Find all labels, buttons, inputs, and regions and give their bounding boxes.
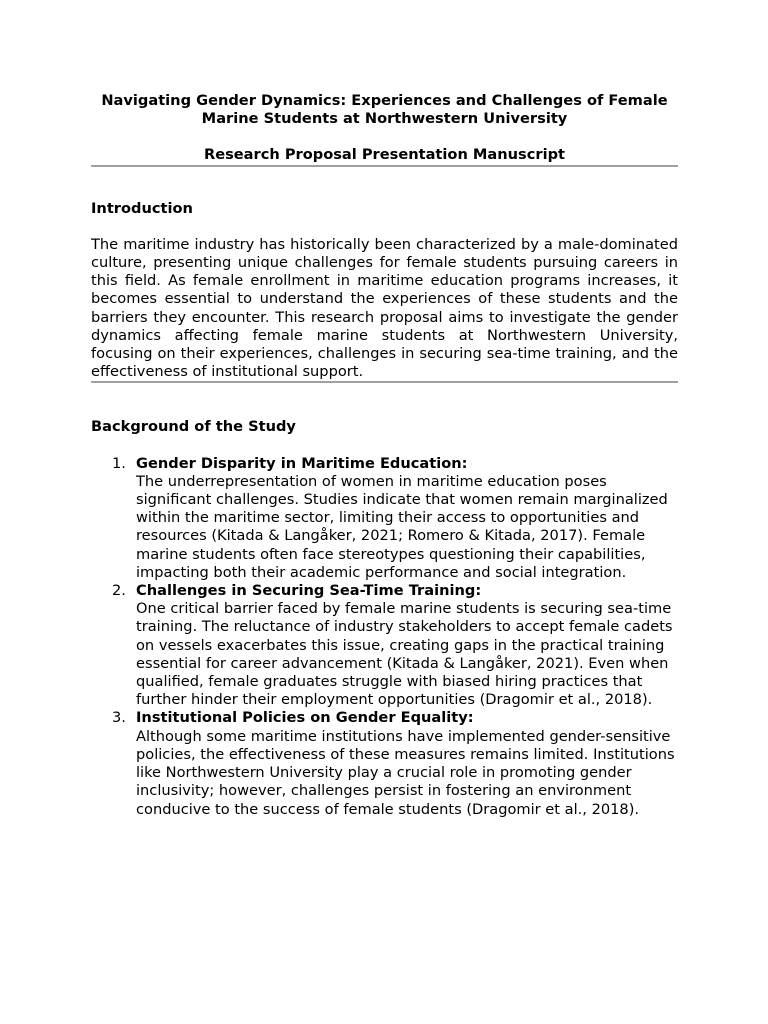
list-item-body: The underrepresentation of women in maritime education poses significant challenges. Studies indicate that women remain marginalized within the maritime sector, limiting their access to opportunities and resources (Kitada & Langåker, 2021; Romero & Kitada, 2017). Female marine students often face stereotypes questioning their capabilities, impacting both their academic performance and social integration. [136, 472, 668, 581]
list-item-title: Gender Disparity in Maritime Education: [136, 454, 468, 472]
list-item-number: 2. [112, 582, 126, 600]
list-item-body: One critical barrier faced by female marine students is securing sea-time training. The reluctance of industry stakeholders to accept female cadets on vessels exacerbates this issue, creating gaps in the practical training essential for career advancement (Kitada & Langåker, 2021). Even when qualified, female graduates struggle with biased hiring practices that further hinder their employment opportunities (Dragomir et al., 2018). [136, 600, 673, 709]
background-heading: Background of the Study [91, 418, 296, 436]
list-item-number: 1. [112, 454, 126, 472]
section-divider [91, 165, 678, 167]
list-item-body: Although some maritime institutions have implemented gender-sensitive policies, the effectiveness of these measures remains limited. Institutions like Northwestern University play a crucial role in promoting gender inclusivity; however, challenges persist in fostering an environment conducive to the success of female students (Dragomir et al., 2018). [136, 727, 675, 818]
list-item [91, 709, 678, 818]
document-content [91, 92, 678, 819]
list-item-title: Challenges in Securing Sea-Time Training: [136, 582, 482, 600]
introduction-paragraph: The maritime industry has historically been characterized by a male-dominated culture, presenting unique challenges for female students pursuing careers in this field. As female enrollment in maritime education programs increases, it becomes essential to understand the experiences of these students and the barriers they encounter. This research proposal aims to investigate the gender dynamics affecting female marine students at Northwestern University, focusing on their experiences, challenges in securing sea-time training, and the effectiveness of institutional support. [91, 235, 678, 381]
document-subtitle: Research Proposal Presentation Manuscript [203, 146, 566, 164]
introduction-heading: Introduction [91, 199, 193, 217]
list-item [91, 455, 678, 582]
background-list [91, 455, 678, 819]
document-title: Navigating Gender Dynamics: Experiences and Challenges of Female Marine Students at Northwestern University [101, 92, 668, 128]
list-item [91, 582, 678, 709]
list-item-number: 3. [112, 709, 126, 727]
section-divider [91, 381, 678, 383]
list-item-title: Institutional Policies on Gender Equality: [136, 709, 474, 727]
